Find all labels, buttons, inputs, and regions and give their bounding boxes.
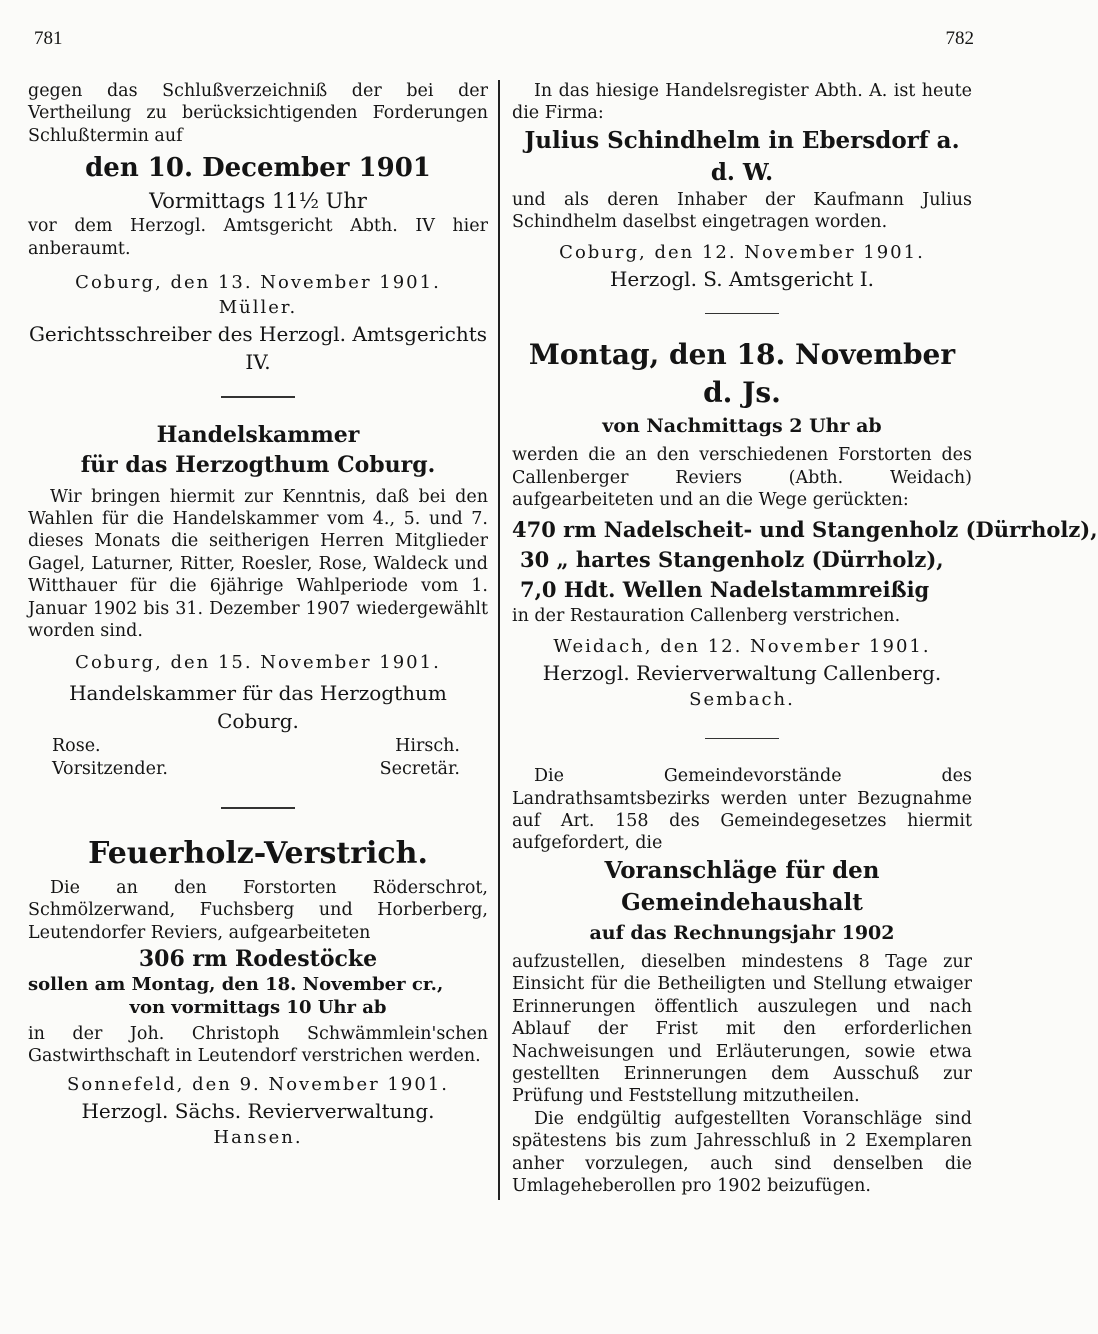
firewood-title: Feuerholz-Verstrich. — [88, 835, 428, 871]
chamber-subtitle: für das Herzogthum Coburg. — [80, 451, 436, 478]
sig-left-name: Rose. — [52, 736, 101, 757]
place-date: Sonnefeld, den 9. November 1901. — [67, 1073, 449, 1095]
place-date: Weidach, den 12. November 1901. — [553, 635, 931, 657]
sale-where: in der Restauration Callenberg verstrichen. — [512, 606, 901, 627]
place-date: Coburg, den 12. November 1901. — [559, 241, 925, 263]
budget-subtitle: auf das Rechnungsjahr 1902 — [589, 921, 895, 944]
budget-body-2: Die endgültig aufgestellten Voranschläge sind spätestens bis zum Jahresschluß in 2 Exemplaren anher vorzulegen, auch sind denselben die Umlageheberollen pro 1902 beizufügen. — [512, 1108, 972, 1196]
signature-titles — [28, 758, 488, 781]
register-body: und als deren Inhaber der Kaufmann Julius Schindhelm daselbst eingetragen worden. — [512, 189, 972, 233]
sig-right-title: Secretär. — [379, 759, 460, 780]
sale-date: Montag, den 18. November d. Js. — [528, 338, 956, 410]
firewood-body: Die an den Forstorten Röderschrot, Schmölzerwand, Fuchsberg und Horberberg, Leutendorfer Reviers, aufgearbeiteten — [28, 877, 488, 943]
auction-when: sollen am Montag, den 18. November cr., — [28, 974, 444, 996]
sig-left-title: Vorsitzender. — [52, 759, 168, 780]
page-number-left: 781 — [34, 28, 63, 49]
forest-office: Herzogl. Sächs. Revierverwaltung. — [81, 1098, 435, 1123]
notice-trade-register — [512, 80, 972, 293]
notice-rest: vor dem Herzogl. Amtsgericht Abth. IV hier anberaumt. — [28, 216, 488, 259]
notice-chamber-of-commerce — [28, 420, 488, 782]
office: Gerichtsschreiber des Herzogl. Amtsgerichts IV. — [28, 322, 488, 375]
section-rule — [705, 313, 779, 315]
signer: Müller. — [218, 297, 298, 319]
lot-3: 7,0 Hdt. Wellen Nadelstammreißig — [520, 577, 930, 603]
budget-title: Voranschläge für den Gemeindehaushalt — [604, 856, 880, 916]
auction-time: von vormittags 10 Uhr ab — [129, 996, 387, 1018]
notice-municipal-budget — [512, 765, 972, 1197]
court: Herzogl. S. Amtsgericht I. — [609, 266, 875, 291]
chamber-title: Handelskammer — [156, 421, 360, 448]
section-rule — [221, 396, 295, 398]
signature-row — [28, 735, 488, 758]
budget-body: aufzustellen, dieselben mindestens 8 Tage zur Einsicht für die Betheiligten und Stellung etwaiger Erinnerungen öffentlich auszulegen und nach Ablauf der Frist mit den erforderlichen Nachweisungen und Erläuterungen, sowie etwa gestellten Erinnerungen dem Ausschuß zur Prüfung und Feststellung mitzutheilen. — [512, 951, 972, 1107]
sig-right-name: Hirsch. — [395, 736, 460, 757]
notice-wood-sale — [512, 336, 1098, 712]
column-divider — [498, 80, 500, 1200]
auction-where: in der Joh. Christoph Schwämmlein'schen Gastwirthschaft in Leutendorf verstrichen werden. — [28, 1023, 488, 1067]
hearing-date: den 10. December 1901 — [85, 153, 431, 184]
sale-time: von Nachmittags 2 Uhr ab — [602, 415, 882, 438]
chamber-org: Handelskammer für das Herzogthum Coburg. — [69, 681, 447, 734]
right-column — [512, 80, 1098, 1197]
lot-2: 30 „ hartes Stangenholz (Dürrholz), — [520, 547, 944, 573]
hearing-time: Vormittags 11½ Uhr — [149, 189, 367, 214]
notice-final-hearing — [28, 80, 488, 376]
page-number-right: 782 — [945, 28, 974, 49]
lot-1: 470 rm Nadelscheit- und Stangenholz (Dürrholz), — [512, 517, 1098, 543]
firm-name: Julius Schindhelm in Ebersdorf a. d. W. — [524, 126, 960, 186]
forest-office: Herzogl. Revierverwaltung Callenberg. — [542, 660, 942, 685]
notice-firewood-auction — [28, 835, 488, 1150]
register-intro: In das hiesige Handelsregister Abth. A. ist heute die Firma: — [512, 81, 972, 124]
signer: Hansen. — [213, 1126, 303, 1148]
notice-intro: gegen das Schlußverzeichniß der bei der Vertheilung zu berücksichtigenden Forderungen Schlußtermin auf — [28, 81, 488, 146]
section-rule — [221, 807, 295, 809]
left-column — [28, 80, 488, 1150]
signer: Sembach. — [689, 688, 795, 710]
place-date: Coburg, den 15. November 1901. — [75, 652, 441, 674]
section-rule — [705, 738, 779, 740]
chamber-body: Wir bringen hiermit zur Kenntnis, daß bei den Wahlen für die Handelskammer vom 4., 5. und 7. dieses Monats die seitherigen Herren Mitglieder Gagel, Laturner, Ritter, Roesler, Rose, Waldeck und Witthauer für die 6jährige Wahlperiode vom 1. Januar 1902 bis 31. Dezember 1907 wiedergewählt worden sind. — [28, 486, 488, 641]
budget-intro: Die Gemeindevorstände des Landrathsamtsbezirks werden unter Bezugnahme auf Art. 158 des Gemeindegesetzes hiermit aufgefordert, die — [512, 766, 972, 854]
place-date: Coburg, den 13. November 1901. — [75, 272, 441, 294]
sale-body: werden die an den verschiedenen Forstorten des Callenberger Reviers (Abth. Weidach) aufgearbeiteten und an die Wege gerückten: — [512, 445, 972, 510]
firewood-amount: 306 rm Rodestöcke — [138, 946, 378, 973]
